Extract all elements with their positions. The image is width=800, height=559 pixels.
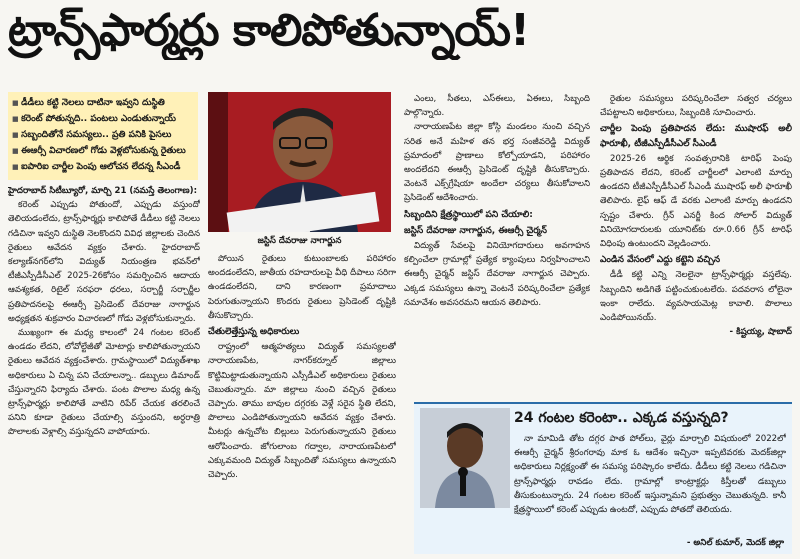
box-body <box>514 432 786 542</box>
quote-box <box>414 402 792 554</box>
highlight-item: ■ ఐపారిఐ చార్జీల పెంపు ఆలోచన లేదన్న సీఎండీ <box>12 159 194 175</box>
photo-farmer <box>420 408 510 508</box>
paragraph: కరెంట్ ఎప్పుడు పోతుందో, ఎప్పుడు వస్తుందో తెలియడంలేదు, ట్రాన్స్‌ఫార్మర్లు కాలిపోతే డీడీలు కట్టి నెలలు గడిచినా ఇవ్వని దుస్థితి నెలకొందని వివిధ జిల్లాలకు చెందిన రైతులు ఆవేదన వ్యక్తం చేశారు. హైదరాబాద్ కల్యాణ్‌నగర్‌లోని విద్యుత్ నియంత్రణ భవన్‌లో టీజీఎస్పీడీసీఎల్ 2025-26కోసం సమర్పించిన ఆదాయ ఆవశ్యకత, రిటైల్ సరఫరా ధరలు, సర్చార్జీ సర్చార్జీల ప్రతిపాదనలపై ఈఆర్సీ ప్రెసిడెంట్ దేవరాజు నాగార్జున అధ్యక్షతన శుక్రవారం విచారణలో గోడు వెళ్లబోసుకున్నారు. <box>8 200 200 324</box>
paragraph: ఎంలు, సీతలు, ఎస్‌ఈలు, ఏఈలు, సిబ్బంది పాల్గొన్నారు. <box>404 94 590 119</box>
paragraph: విద్యుత్ సేవలపై వినియోగదారులు అవగాహన కల్పించేలా గ్రామాల్లో ప్రత్యేక క్యాంపులు నిర్వహించాలని ఈఆర్సీ చైర్మన్ జస్టిస్ దేవరాజు నాగార్జున చెప్పారు. ఎక్కడ సమస్యలు ఉన్నా వెంటనే పరిష్కరించేలా ప్రత్యేక సమావేశం అవసరమని ఆయన తెలిపారు. <box>404 241 590 308</box>
subheading: సిబ్బందిని క్షేత్రస్థాయిలో పని చేయాలి: <box>404 209 533 220</box>
article-column-2 <box>208 252 396 556</box>
article-column-4 <box>600 92 792 398</box>
headline: ట్రాన్స్‌ఫార్మర్లు కాలిపోతున్నాయ్! <box>8 5 530 56</box>
signature: - కిష్టయ్య, షాబాద్ <box>729 327 792 338</box>
paragraph: రైతుల సమస్యలు పరిష్కరించేలా సత్వర చర్యలు చేపట్టాలని అధికారులు, సిబ్బందికి సూచించారు. <box>600 94 792 119</box>
paragraph: నా మామిడి తోట దగ్గర పాత పోల్‌లు, వైర్లు మార్చాలి విషయంలో 2022లో ఈఆర్సీ చైర్మన్ శ్రీరంగరావు మాక ఓ ఆదేశం ఇచ్చినా ఇప్పటివరకు మెదక్‌జిల్లా అధికారులు నిర్లక్ష్యంతో ఈ సమస్య పరిష్కారం కాలేదు. డీడీలు కట్టి నెలలు గడిచినా ట్రాన్స్‌ఫార్మర్లు రావడం లేదు. గ్రామాల్లో కాంట్రాక్టర్లు కిస్తీలతో డబ్బులు తీసుకుంటున్నారు. 24 గంటల కరెంట్ ఇస్తున్నామని ప్రభుత్వం చెబుతున్నది. కానీ క్షేత్రస్థాయిలో కరెంట్ ఎప్పుడు ఉంటదో, ఎప్పుడు పోతదో తెలియదు. <box>514 434 786 516</box>
subheading-byline: జస్టిస్ దేవరాజు నాగార్జున, ఈఆర్సీ చైర్మన్ <box>404 225 547 236</box>
dateline: హైదరాబాద్ సిటీబ్యూరో, మార్చి 21 (నమస్తే తెలంగాణ): <box>8 186 198 196</box>
paragraph: నారాయణపేట జిల్లా కోస్గి మండలం నుంచి వచ్చిన సరిత అనే మహిళ తన భర్త సంజీవరెడ్డి విద్యుత్ ప్రమాదంలో ప్రాణాలు కోల్పోయాడని, పరిహారం అందలేదని ఈఆర్సీ ప్రెసిడెంట్ దృష్టికి తీసుకొచ్చారు. వెంటనే ఎక్స్‌గ్రేషియా అందేలా చర్యలు తీసుకోవాలని ప్రెసిడెంట్ ఆదేశించారు. <box>404 122 590 204</box>
subheading: చార్జీల పెంపు ప్రతిపాదన లేదు: ముషారఫ్ అలీ ఫారూఖీ, టీజీఎస్పీడీసీఎల్ సీఎండీ <box>600 124 792 149</box>
subheading: ఎండిన వేసంలో ఎద్దు కట్టెని వచ్చిన <box>600 255 721 266</box>
paragraph: డీడీ కట్టి ఎన్ని నెలలైనా ట్రాన్స్‌ఫార్మర్లు వస్తలేవు. సిబ్బందిని అడిగితే పట్టించుకుంటలేరు. పదవరాస లోలైనా ఇంకా రాలేదు. వ్యవసాయమెట్ల కావాలి. పొలాలు ఎండిపోయినయ్. <box>600 270 792 324</box>
signature: - అనిల్ కుమార్, మెదక్ జిల్లా <box>686 538 784 548</box>
paragraph: పోయిన రైతులు కుటుంబాలకు పరిహారం అందడంలేదని, జాతీయ రహదారులపై వీధి దీపాలు సరిగా ఉండడంలేదని, దాని కారణంగా ప్రమాదాలు పెరుగుతున్నాయని కొందరు రైతులు ప్రెసిడెంట్ దృష్టికి తీసుకొచ్చారు. <box>208 254 396 321</box>
highlights-box <box>8 92 198 180</box>
highlight-item: ■ సబ్బందితోనే సమస్యలు.. ప్రతి పనికి పైసలు <box>12 127 194 143</box>
paragraph: రాష్ట్రంలో ఆత్మహత్యలు విద్యుత్ సమస్యలతో నారాయణపేట, నాగర్‌కర్నూల్ జిల్లాలు కొట్టిమిట్టాడుతున్నాయని ఎస్సీడీఎల్ అధికారులు రైతులు చెబుతున్నారు. మా జిల్లాలు నుంచి వచ్చిన రైతులు చెప్పారు. తాము బావుల దగ్గరకు వెళ్లే సరైన స్థితి లేదని, పొలాలు ఎండిపోతున్నాయని ఆవేదన వ్యక్తం చేశారు. మీటర్లు ఉన్నచోట బిల్లులు పెరుగుతున్నాయని రైతులు ఆరోపించారు. జోగులాంబ గద్వాల, నారాయణపేటలో ఎక్కువమంది విద్యుత్ సిబ్బందితో సమస్యలు ఉన్నాయని చెప్పారు. <box>208 342 396 481</box>
article-column-3 <box>404 92 590 398</box>
box-title: 24 గంటల కరెంటా.. ఎక్కడ వస్తున్నది? <box>514 410 729 426</box>
photo-justice-nagarjuna <box>208 92 391 232</box>
highlight-item: ■ కరెంట్ పోతున్నది.. పంటలు ఎండుతున్నాయ్ <box>12 111 194 127</box>
article-column-1 <box>8 184 200 556</box>
paragraph: 2025-26 ఆర్థిక సంవత్సరానికి టారిఫ్ పెంపు ప్రతిపాదన లేదని, కరెంట్ చార్జీలలో ఎలాంటి మార్పు ఉండదని టీజీఎస్పీడీసీఎల్ సీఎండీ ముషారఫ్ అలీ ఫారూఖీ తెలిపారు. లైఫ్ ఆఫ్ డే వరకు ఎలాంటి మార్పు ఉండదని స్పష్టం చేశారు. గ్రీన్ ఎనర్జీ కింద సోలార్ విద్యుత్ వినియోగదారులకు యూనిట్‌కు రూ.0.66 గ్రీన్ టారిఫ్ విధింపు ఉంటుందని వెల్లడించారు. <box>600 153 792 250</box>
highlight-item: ■ ఈఆర్సీ విచారణలో గోడు వెళ్లబోసుకున్న రైతులు <box>12 143 194 159</box>
paragraph: ముఖ్యంగా ఈ మధ్య కాలంలో 24 గంటల కరెంట్ ఉండడం లేదని, లోవోల్టేజీతో మోటార్లు కాలిపోతున్నాయని రైతులు ఆవేదన వ్యక్తంచేశారు. గ్రామస్థాయిలో విద్యుత్‌శాఖ అధికారులు ఏ చిన్న పని చేయాలన్నా.. డబ్బులు డిమాండ్ చేస్తున్నారని ఫిర్యాదు చేశారు. పంట పొలాల మధ్య ఉన్న ట్రాన్స్‌ఫార్మర్లు కాలిపోతే వాటిని రిపేర్ చేయక తరలించే పనిని కూడా రైతులు చేయాల్సి వస్తుందని, అర్ధరాత్రి పొలాలకు వెళ్లాల్సి వస్తున్నదని వాపోయారు. <box>8 328 200 438</box>
photo-caption: జస్టిస్ దేవరాజు నాగార్జున <box>257 236 342 246</box>
highlight-item: ■ డీడీలు కట్టి నెలలు దాటినా ఇవ్వని దుస్థితి <box>12 95 194 111</box>
subheading: చేతులెత్తేస్తున్న అధికారులు <box>208 327 300 338</box>
